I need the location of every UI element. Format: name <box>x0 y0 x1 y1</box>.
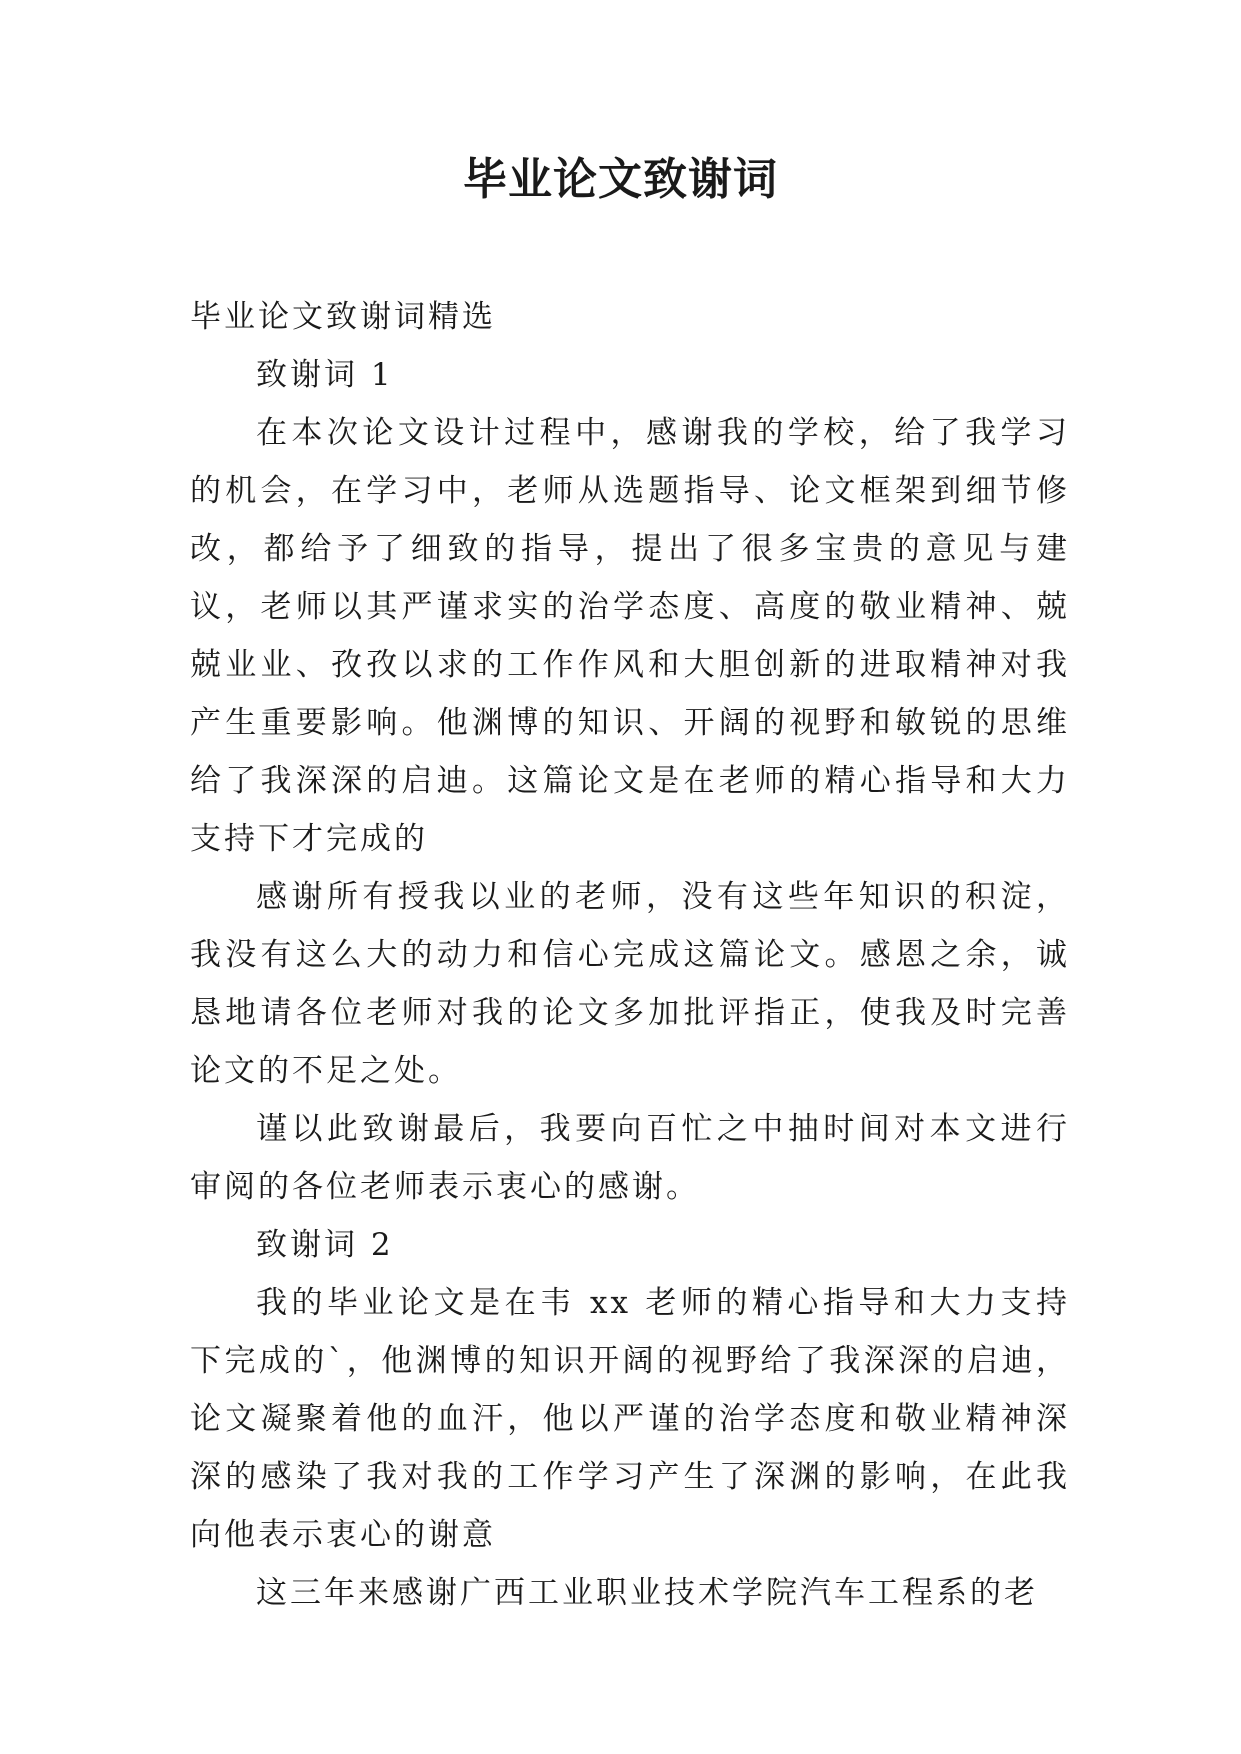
section-heading-1: 致谢词 1 <box>256 357 394 393</box>
document-body <box>190 288 1070 1622</box>
document-subtitle: 毕业论文致谢词精选 <box>190 299 496 335</box>
document-title: 毕业论文致谢词 <box>463 154 778 205</box>
section-2-paragraph-2: 这三年来感谢广西工业职业技术学院汽车工程系的老 <box>256 1575 1038 1611</box>
section-2-paragraph-1: 我的毕业论文是在韦 xx 老师的精心指导和大力支持下完成的`，他渊博的知识开阔的视野给了我深深的启迪，论文凝聚着他的血汗，他以严谨的治学态度和敬业精神深深的感染了我对我的工作学习产生了深渊的影响，在此我向他表示衷心的谢意 <box>190 1285 1070 1553</box>
section-1-paragraph-3: 谨以此致谢最后，我要向百忙之中抽时间对本文进行审阅的各位老师表示衷心的感谢。 <box>190 1111 1070 1205</box>
section-heading-2: 致谢词 2 <box>256 1227 394 1263</box>
section-1-paragraph-2: 感谢所有授我以业的老师，没有这些年知识的积淀，我没有这么大的动力和信心完成这篇论文。感恩之余，诚恳地请各位老师对我的论文多加批评指正，使我及时完善论文的不足之处。 <box>190 879 1070 1089</box>
section-1-paragraph-1: 在本次论文设计过程中，感谢我的学校，给了我学习的机会，在学习中，老师从选题指导、论文框架到细节修改，都给予了细致的指导，提出了很多宝贵的意见与建议，老师以其严谨求实的治学态度、高度的敬业精神、兢兢业业、孜孜以求的工作作风和大胆创新的进取精神对我产生重要影响。他渊博的知识、开阔的视野和敏锐的思维给了我深深的启迪。这篇论文是在老师的精心指导和大力支持下才完成的 <box>190 415 1070 857</box>
